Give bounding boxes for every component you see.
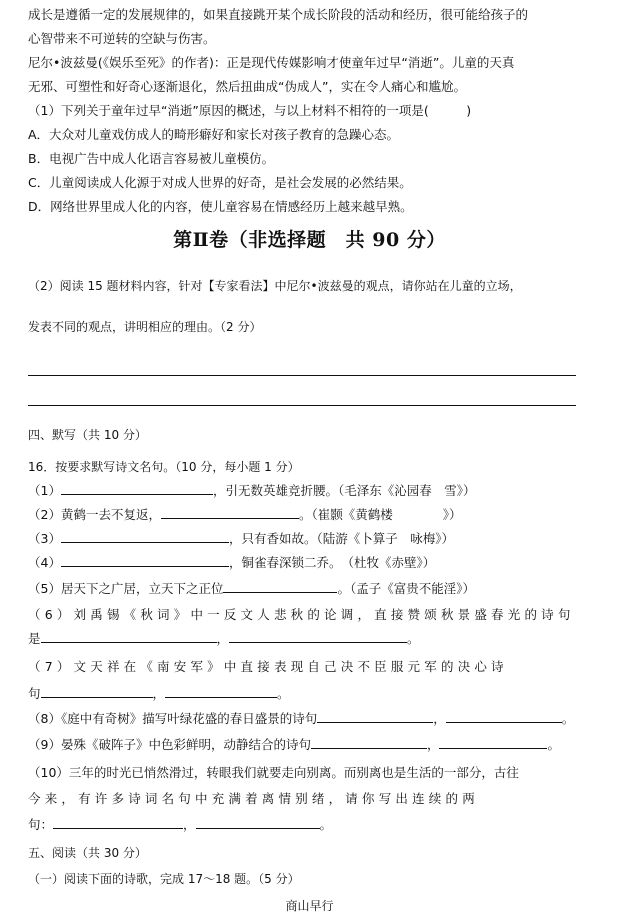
blank-7a[interactable] bbox=[41, 685, 153, 698]
q1-option-b: B．电视广告中成人化语言容易被儿童模仿。 bbox=[28, 151, 275, 166]
q16-item-8: （8）《庭中有奇树》描写叶绿花盛的春日盛景的诗句 ， 。 bbox=[28, 711, 575, 726]
passage-line-3: 尼尔•波兹曼(《娱乐至死》的作者)：正是现代传媒影响才使童年过早“消逝”。儿童的天真 bbox=[28, 55, 515, 70]
q16-item-10: 句： ， 。 bbox=[28, 817, 333, 832]
blank-5[interactable] bbox=[223, 580, 337, 593]
blank-4[interactable] bbox=[61, 554, 229, 567]
blank-8a[interactable] bbox=[317, 710, 433, 723]
q1-stem: （1）下列关于童年过早“消逝”原因的概述，与以上材料不相符的一项是( ) bbox=[28, 103, 472, 118]
part4-heading: 四、默写（共 10 分） bbox=[28, 428, 147, 442]
q16-item-6: 是 ， 。 bbox=[28, 631, 420, 646]
q16-item-10-stem: （10）三年的时光已悄然滑过，转眼我们就要走向别离。而别离也是生活的一部分，古往 bbox=[28, 765, 519, 780]
q2-line-1: （2）阅读 15 题材料内容，针对【专家看法】中尼尔•波兹曼的观点，请你站在儿童的立场， bbox=[28, 279, 522, 293]
answer-line-1[interactable] bbox=[28, 375, 576, 376]
part5-heading: 五、阅读（共 30 分） bbox=[28, 846, 147, 860]
q16-item-3: （3） ，只有香如故。（陆游《卜算子 咏梅》） bbox=[28, 531, 454, 546]
poem-title: 商山早行 bbox=[285, 899, 334, 913]
q16-item-6-stem: （6）刘禹锡《秋词》中一反文人悲秋的论调，直接赞颂秋景盛春光的诗句 bbox=[28, 607, 575, 622]
blank-9a[interactable] bbox=[311, 736, 427, 749]
blank-2[interactable] bbox=[161, 506, 299, 519]
blank-1[interactable] bbox=[61, 482, 213, 495]
q1-option-d: D．网络世界里成人化的内容，使儿童容易在情感经历上越来越早熟。 bbox=[28, 199, 413, 214]
blank-10a[interactable] bbox=[53, 816, 183, 829]
passage-line-4: 无邪、可塑性和好奇心逐渐退化，然后扭曲成“伪成人”，实在令人痛心和尴尬。 bbox=[28, 79, 466, 94]
q1-option-a: A．大众对儿童戏仿成人的畸形癖好和家长对孩子教育的急躁心态。 bbox=[28, 127, 400, 142]
q16-instruction: 16．按要求默写诗文名句。（10 分，每小题 1 分） bbox=[28, 460, 300, 474]
part5-sub1: （一）阅读下面的诗歌，完成 17～18 题。（5 分） bbox=[28, 872, 300, 886]
q16-item-7-stem: （7）文天祥在《南安军》中直接表现自己决不臣服元军的决心诗 bbox=[28, 659, 508, 674]
blank-6a[interactable] bbox=[41, 630, 217, 643]
q16-item-4: （4） ，铜雀春深锁二乔。 （杜牧《赤壁》） bbox=[28, 555, 436, 570]
blank-10b[interactable] bbox=[196, 816, 320, 829]
section-2-title: 第Ⅱ卷（非选择题 共 90 分） bbox=[173, 229, 446, 251]
q16-item-7: 句 ， 。 bbox=[28, 686, 290, 701]
q16-item-10-stem-2: 今来，有许多诗词名句中充满着离情别绪，请你写出连续的两 bbox=[28, 791, 479, 806]
passage-line-1: 成长是遵循一定的发展规律的，如果直接跳开某个成长阶段的活动和经历，很可能给孩子的 bbox=[28, 7, 529, 22]
blank-6b[interactable] bbox=[229, 630, 407, 643]
q16-item-5: （5）居天下之广居，立天下之正位 。（孟子《富贵不能淫》） bbox=[28, 581, 475, 596]
passage-line-2: 心智带来不可逆转的空缺与伤害。 bbox=[28, 31, 216, 46]
q2-line-2: 发表不同的观点，讲明相应的理由。（2 分） bbox=[28, 320, 262, 334]
q16-item-2: （2）黄鹤一去不复返， 。（崔颢《黄鹤楼 》） bbox=[28, 507, 462, 522]
answer-line-2[interactable] bbox=[28, 405, 576, 406]
blank-8b[interactable] bbox=[446, 710, 562, 723]
q16-item-9: （9）晏殊《破阵子》中色彩鲜明，动静结合的诗句 ， 。 bbox=[28, 737, 560, 752]
blank-3[interactable] bbox=[61, 530, 229, 543]
blank-7b[interactable] bbox=[165, 685, 277, 698]
q1-option-c: C．儿童阅读成人化源于对成人世界的好奇，是社会发展的必然结果。 bbox=[28, 175, 412, 190]
blank-9b[interactable] bbox=[439, 736, 547, 749]
q16-item-1: （1） ，引无数英雄竞折腰。（毛泽东《沁园春 雪》） bbox=[28, 483, 476, 498]
